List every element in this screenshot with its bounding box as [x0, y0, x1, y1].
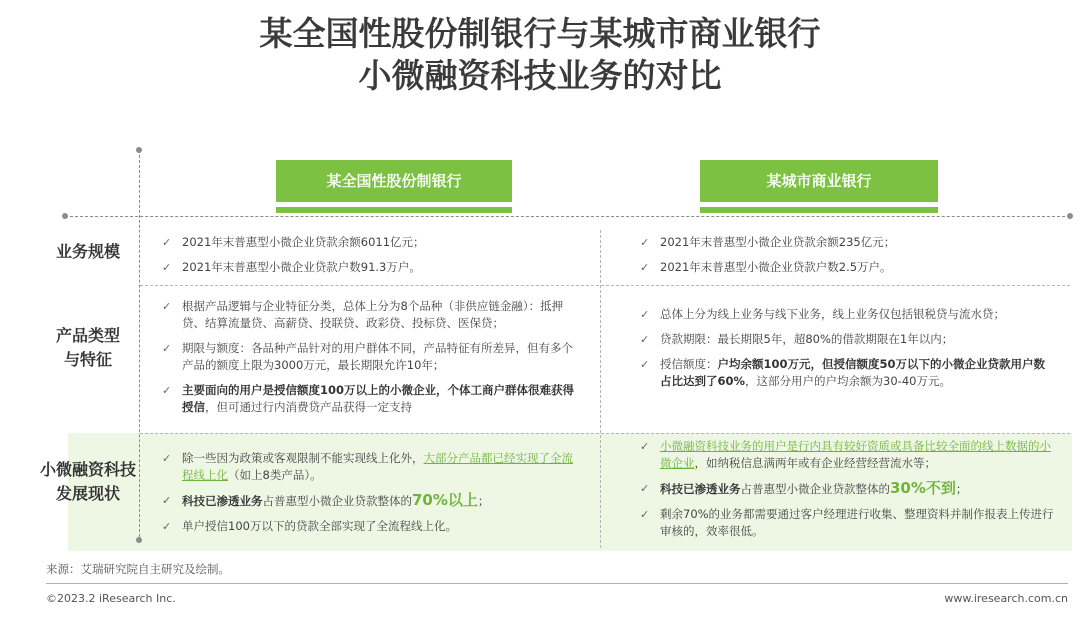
- check-icon: ✓: [162, 300, 172, 313]
- scale-left-list: [162, 234, 582, 284]
- fintech-left-list: [162, 450, 582, 543]
- check-icon: ✓: [162, 342, 172, 355]
- list-item: ✓ 科技已渗透业务占普惠型小微企业贷款整体的70%以上；: [162, 491, 490, 509]
- list-item: ✓ 2021年末普惠型小微企业贷款户数2.5万户。: [640, 260, 892, 274]
- column-header-right-bar: [700, 207, 938, 213]
- check-icon: ✓: [640, 236, 650, 249]
- list-item: ✓ 2021年末普惠型小微企业贷款户数91.3万户。: [162, 260, 421, 274]
- fintech-right-list: [640, 438, 1060, 548]
- product-left-list: [162, 298, 582, 424]
- check-icon: ✓: [640, 358, 650, 371]
- scale-right-list: [640, 234, 1060, 284]
- list-item: ✓ 贷款期限：最长期限5年，超80%的借款期限在1年以内；: [640, 332, 954, 346]
- check-icon: ✓: [640, 440, 650, 453]
- horizontal-axis-left-dot: [62, 213, 68, 219]
- column-separator: [600, 230, 601, 548]
- row-label-fintech-2: 发展现状: [55, 484, 120, 503]
- row-label-product-2: 与特征: [63, 350, 112, 369]
- footer-divider: [46, 583, 1068, 584]
- list-item: ✓ 单户授信100万以下的贷款全部实现了全流程线上化。: [162, 519, 457, 533]
- check-icon: ✓: [640, 308, 650, 321]
- check-icon: ✓: [162, 261, 172, 274]
- row-separator: [140, 433, 1070, 434]
- check-icon: ✓: [640, 261, 650, 274]
- vertical-axis-bottom-dot: [136, 537, 142, 543]
- row-label-fintech-1: 小微融资科技: [39, 460, 136, 479]
- column-header-right: 某城市商业银行: [700, 160, 938, 202]
- list-item: ✓ 科技已渗透业务占普惠型小微企业贷款整体的30%不到；: [640, 479, 968, 497]
- copyright: ©2023.2 iResearch Inc.: [46, 592, 176, 605]
- horizontal-axis-line: [65, 216, 1070, 217]
- check-icon: ✓: [162, 494, 172, 507]
- list-item: ✓ 期限与额度：各品种产品针对的用户群体不同，产品特征有所差异，但有多个产品的额度上限为3000万元，最长期限允许10年；: [162, 341, 573, 372]
- vertical-axis-line: [139, 150, 140, 542]
- check-icon: ✓: [640, 482, 650, 495]
- row-label-product-1: 产品类型: [55, 326, 120, 345]
- product-right-list: [640, 306, 1055, 398]
- list-item: ✓ 剩余70%的业务都需要通过客户经理进行收集、整理资料并制作报表上传进行审核的，效率很低。: [640, 507, 1054, 538]
- check-icon: ✓: [640, 508, 650, 521]
- list-item: ✓ 根据产品逻辑与企业特征分类，总体上分为8个品种（非供应链金融）：抵押贷、结算流量贷、高薪贷、投联贷、政彩贷、投标贷、医保贷；: [162, 299, 564, 330]
- list-item: ✓ 2021年末普惠型小微企业贷款余额6011亿元；: [162, 235, 425, 249]
- column-header-left: 某全国性股份制银行: [276, 160, 512, 202]
- list-item: ✓ 授信额度：户均余额100万元，但授信额度50万以下的小微企业贷款用户数占比达到了60%，这部分用户的户均余额为30-40万元。: [640, 357, 1046, 388]
- check-icon: ✓: [162, 452, 172, 465]
- list-item: ✓ 除一些因为政策或客观限制不能实现线上化外，大部分产品都已经实现了全流程线上化（如上8类产品）。: [162, 451, 573, 482]
- list-item: ✓ 总体上分为线上业务与线下业务，线上业务仅包括银税贷与流水贷；: [640, 307, 1005, 321]
- check-icon: ✓: [162, 520, 172, 533]
- check-icon: ✓: [162, 384, 172, 397]
- list-item: ✓ 主要面向的用户是授信额度100万以上的小微企业，个体工商户群体很难获得授信，但可通过行内消费贷产品获得一定支持: [162, 383, 575, 414]
- list-item: ✓ 2021年末普惠型小微企业贷款余额235亿元；: [640, 235, 896, 249]
- column-header-left-bar: [276, 207, 512, 213]
- vertical-axis-top-dot: [136, 147, 142, 153]
- check-icon: ✓: [640, 333, 650, 346]
- page-title-line1: 某全国性股份制银行与某城市商业银行: [259, 14, 821, 53]
- horizontal-axis-right-dot: [1067, 213, 1073, 219]
- row-separator: [140, 285, 1070, 286]
- list-item: ✓ 小微融资科技业务的用户是行内具有较好资质或具备比较全面的线上数据的小微企业，如纳税信息满两年或有企业经营经营流水等；: [640, 439, 1051, 470]
- source-note: 来源：艾瑞研究院自主研究及绘制。: [46, 562, 230, 576]
- check-icon: ✓: [162, 236, 172, 249]
- row-label-scale: 业务规模: [55, 242, 120, 261]
- website-url: www.iresearch.com.cn: [944, 592, 1068, 605]
- page-title-line2: 小微融资科技业务的对比: [358, 56, 722, 95]
